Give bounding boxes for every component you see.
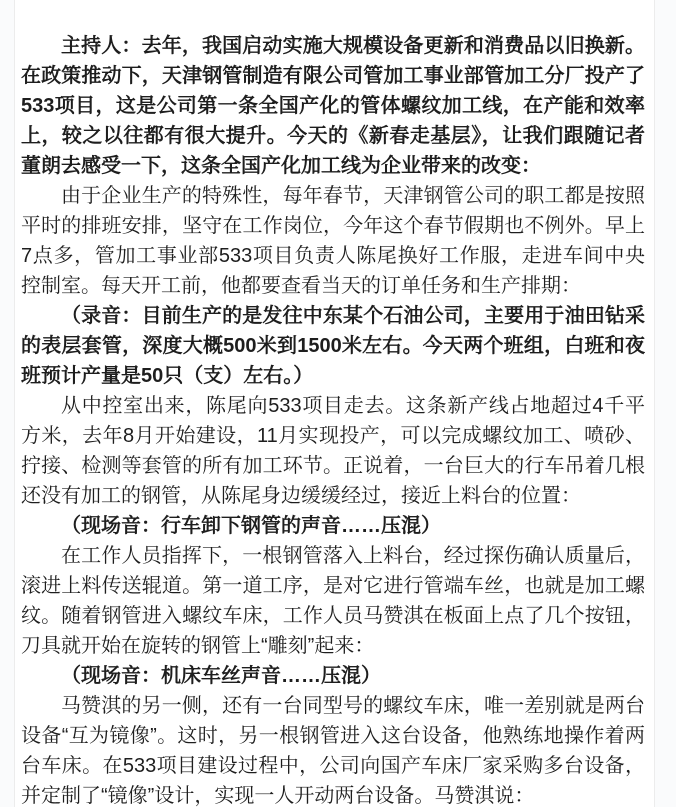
article-paragraph: （现场音：行车卸下钢管的声音……压混） <box>61 515 441 537</box>
article-paragraph: （现场音：机床车丝声音……压混） <box>61 665 381 687</box>
article-page <box>14 0 655 807</box>
article-paragraph: 从中控室出来，陈尾向533项目走去。这条新产线占地超过4千平方米，去年8月开始建设，11月实现投产，可以完成螺纹加工、喷砂、拧接、检测等套管的所有加工环节。正说着，一台巨大的行车吊着几根还没有加工的钢管，从陈尾身边缓缓经过，接近上料台的位置： <box>21 395 645 507</box>
article-body <box>21 31 645 807</box>
article-paragraph: 主持人：去年，我国启动实施大规模设备更新和消费品以旧换新。在政策推动下，天津钢管制造有限公司管加工事业部管加工分厂投产了533项目，这是公司第一条全国产化的管体螺纹加工线，在产能和效率上，较之以往都有很大提升。今天的《新春走基层》，让我们跟随记者董朗去感受一下，这条全国产化加工线为企业带来的改变： <box>21 35 645 177</box>
article-paragraph: 马赞淇的另一侧，还有一台同型号的螺纹车床，唯一差别就是两台设备“互为镜像”。这时，另一根钢管进入这台设备，他熟练地操作着两台车床。在533项目建设过程中，公司向国产车床厂家采购多台设备，并定制了“镜像”设计，实现一人开动两台设备。马赞淇说： <box>21 695 645 807</box>
article-paragraph: 由于企业生产的特殊性，每年春节，天津钢管公司的职工都是按照平时的排班安排，坚守在工作岗位，今年这个春节假期也不例外。早上7点多，管加工事业部533项目负责人陈尾换好工作服，走进车间中央控制室。每天开工前，他都要查看当天的订单任务和生产排期： <box>21 185 645 297</box>
article-paragraph: 在工作人员指挥下，一根钢管落入上料台，经过探伤确认质量后，滚进上料传送辊道。第一道工序，是对它进行管端车丝，也就是加工螺纹。随着钢管进入螺纹车床，工作人员马赞淇在板面上点了几个按钮，刀具就开始在旋转的钢管上“雕刻”起来： <box>21 545 645 657</box>
article-paragraph: （录音：目前生产的是发往中东某个石油公司，主要用于油田钻采的表层套管，深度大概500米到1500米左右。今天两个班组，白班和夜班预计产量是50只（支）左右。） <box>21 305 645 387</box>
